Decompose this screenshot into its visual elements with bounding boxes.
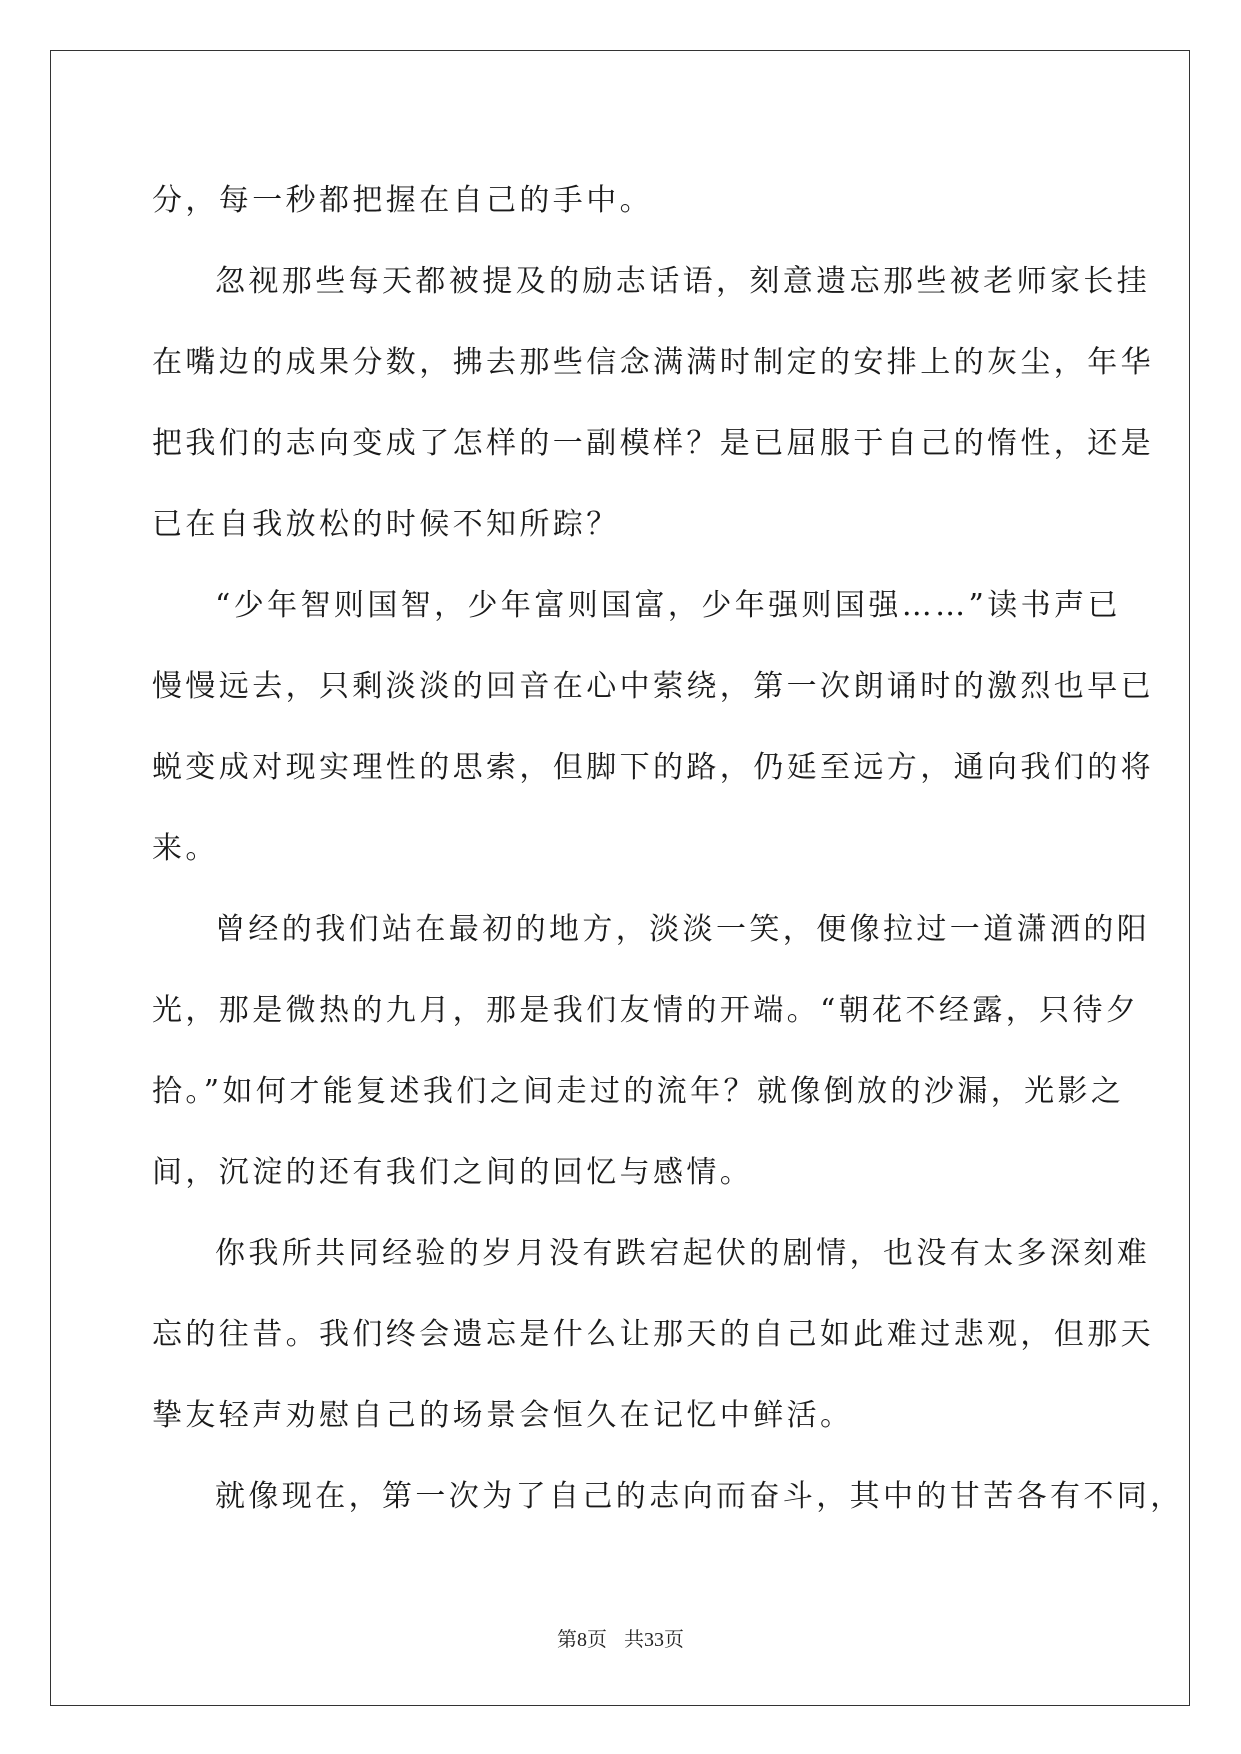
text-line: 把我们的志向变成了怎样的一副模样？是已屈服于自己的惰性，还是 — [152, 426, 1154, 461]
page-footer — [0, 1623, 1241, 1652]
text-line: 在嘴边的成果分数，拂去那些信念满满时制定的安排上的灰尘，年华 — [152, 345, 1154, 380]
text-line: 来。 — [152, 831, 219, 866]
page-number: 第8页 — [557, 1629, 607, 1651]
text-line: 间，沉淀的还有我们之间的回忆与感情。 — [152, 1155, 754, 1190]
text-line: 曾经的我们站在最初的地方，淡淡一笑，便像拉过一道潇洒的阳 — [215, 912, 1151, 947]
page-total: 共33页 — [624, 1629, 684, 1651]
text-line: “少年智则国智，少年富则国富，少年强则国强……”读书声已 — [215, 588, 1121, 623]
text-line: 光，那是微热的九月，那是我们友情的开端。“朝花不经露，只待夕 — [152, 993, 1140, 1028]
text-line: 拾。”如何才能复述我们之间走过的流年？就像倒放的沙漏，光影之 — [152, 1074, 1125, 1109]
text-line: 忘的往昔。我们终会遗忘是什么让那天的自己如此难过悲观，但那天 — [152, 1317, 1154, 1352]
text-line: 忽视那些每天都被提及的励志话语，刻意遗忘那些被老师家长挂 — [215, 264, 1151, 299]
text-line: 分，每一秒都把握在自己的手中。 — [152, 183, 653, 218]
text-line: 慢慢远去，只剩淡淡的回音在心中萦绕，第一次朗诵时的激烈也早已 — [152, 669, 1154, 704]
text-line: 已在自我放松的时候不知所踪？ — [152, 507, 620, 542]
text-line: 蜕变成对现实理性的思索，但脚下的路，仍延至远方，通向我们的将 — [152, 750, 1154, 785]
text-line: 你我所共同经验的岁月没有跌宕起伏的剧情，也没有太多深刻难 — [215, 1236, 1151, 1271]
document-body — [152, 160, 1184, 1537]
text-line: 就像现在，第一次为了自己的志向而奋斗，其中的甘苦各有不同， — [215, 1479, 1184, 1514]
text-line: 挚友轻声劝慰自己的场景会恒久在记忆中鲜活。 — [152, 1398, 854, 1433]
